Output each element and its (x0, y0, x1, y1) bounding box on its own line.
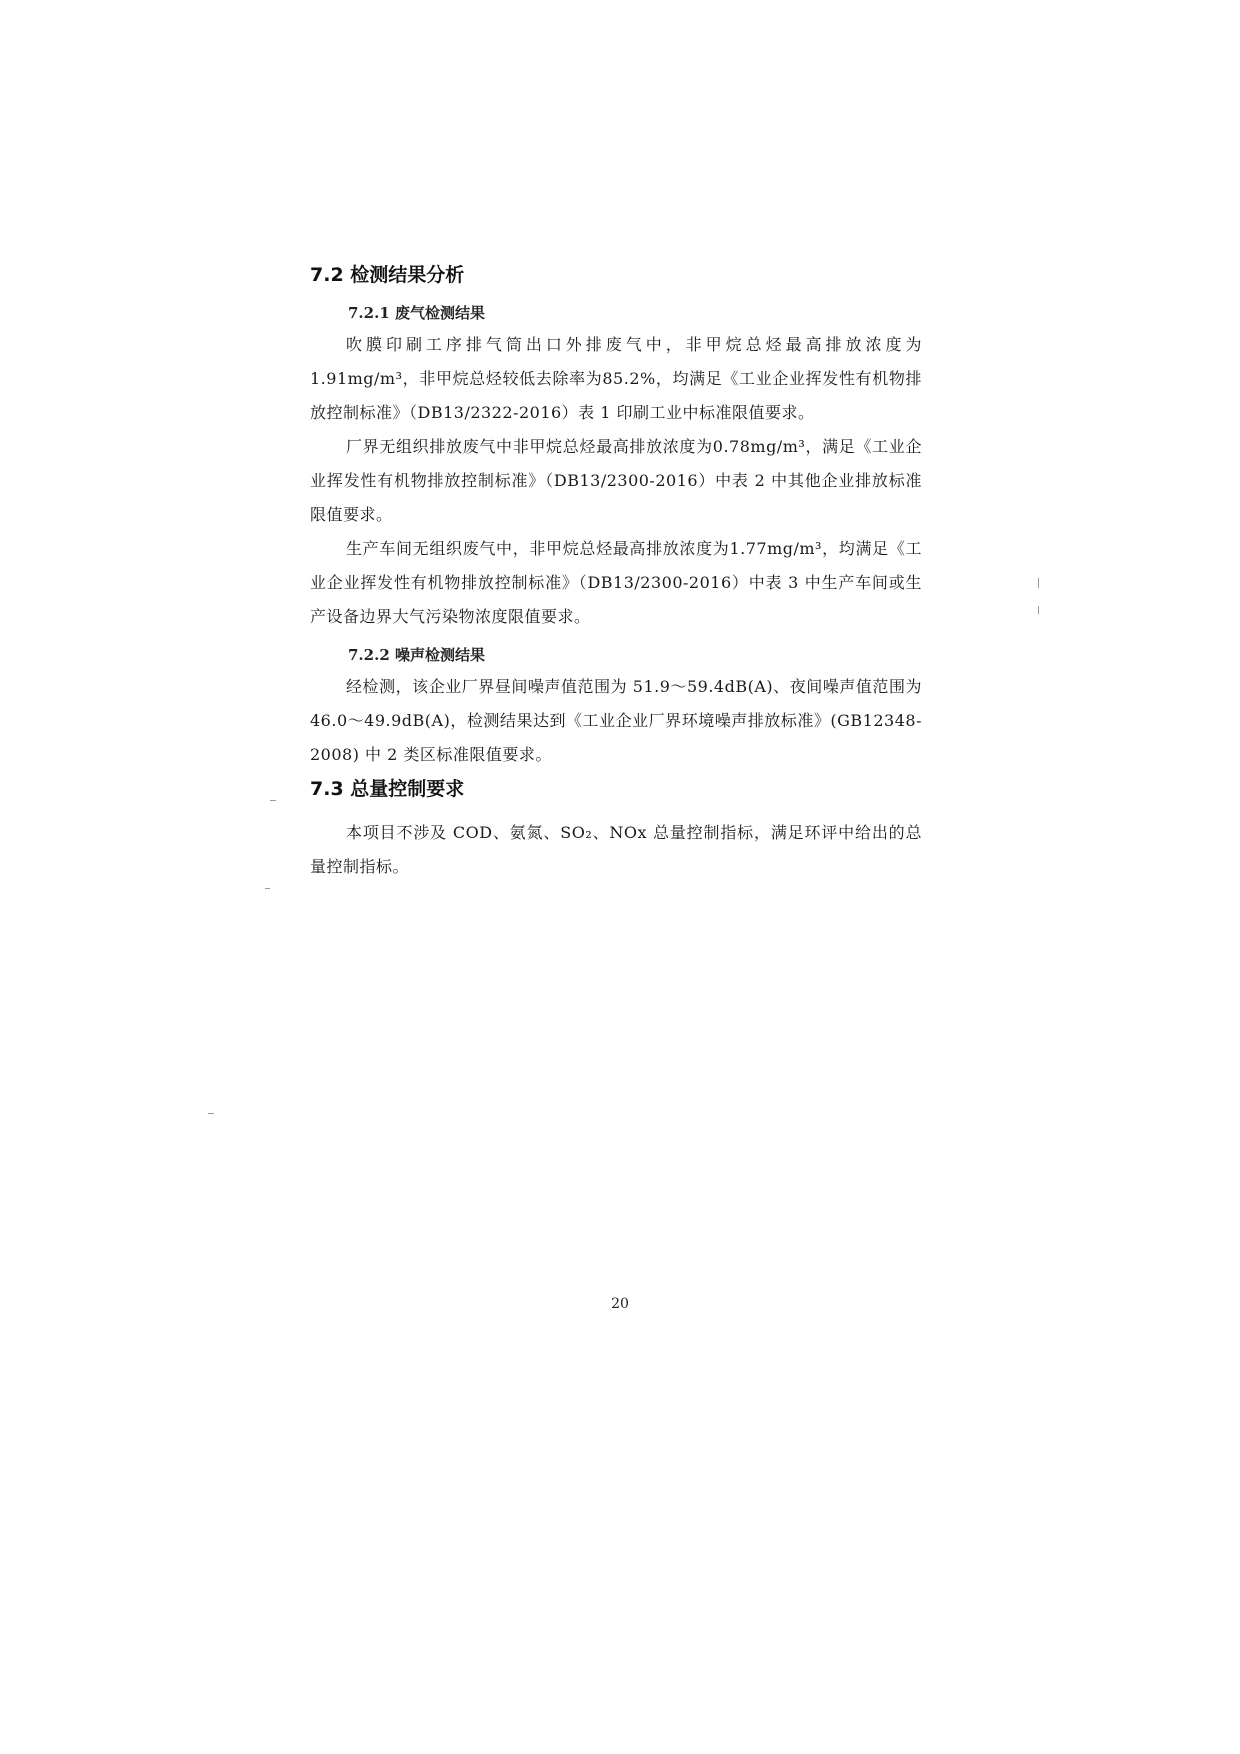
paragraph-total-control: 本项目不涉及 COD、氨氮、SO₂、NOx 总量控制指标，满足环评中给出的总量控制指标。 (310, 823, 922, 876)
scan-speck (1038, 578, 1039, 588)
subsection-heading-7-2-1: 7.2.1 废气检测结果 (348, 304, 485, 322)
scan-speck (265, 888, 270, 889)
scan-speck (208, 1113, 214, 1114)
page-content (310, 258, 922, 884)
scan-speck (270, 800, 276, 801)
paragraph-noise-results: 经检测，该企业厂界昼间噪声值范围为 51.9～59.4dB(A)、夜间噪声值范围为 46.0～49.9dB(A)，检测结果达到《工业企业厂界环境噪声排放标准》(GB12348-2008) 中 2 类区标准限值要求。 (310, 677, 922, 764)
section-heading-7-2: 7.2 检测结果分析 (310, 264, 465, 286)
scan-speck (1038, 606, 1039, 614)
paragraph-boundary-emission: 厂界无组织排放废气中非甲烷总烃最高排放浓度为0.78mg/m³，满足《工业企业挥发性有机物排放控制标准》（DB13/2300-2016）中表 2 中其他企业排放标准限值要求。 (310, 437, 922, 524)
section-heading-7-3: 7.3 总量控制要求 (310, 778, 465, 800)
paragraph-exhaust-stack: 吹膜印刷工序排气筒出口外排废气中，非甲烷总烃最高排放浓度为1.91mg/m³，非甲烷总烃较低去除率为85.2%，均满足《工业企业挥发性有机物排放控制标准》（DB13/2322-2016）表 1 印刷工业中标准限值要求。 (310, 335, 922, 422)
subsection-heading-7-2-2: 7.2.2 噪声检测结果 (348, 646, 485, 664)
paragraph-workshop-emission: 生产车间无组织废气中，非甲烷总烃最高排放浓度为1.77mg/m³，均满足《工业企业挥发性有机物排放控制标准》（DB13/2300-2016）中表 3 中生产车间或生产设备边界大气污染物浓度限值要求。 (310, 539, 922, 626)
page-number: 20 (611, 1296, 629, 1312)
